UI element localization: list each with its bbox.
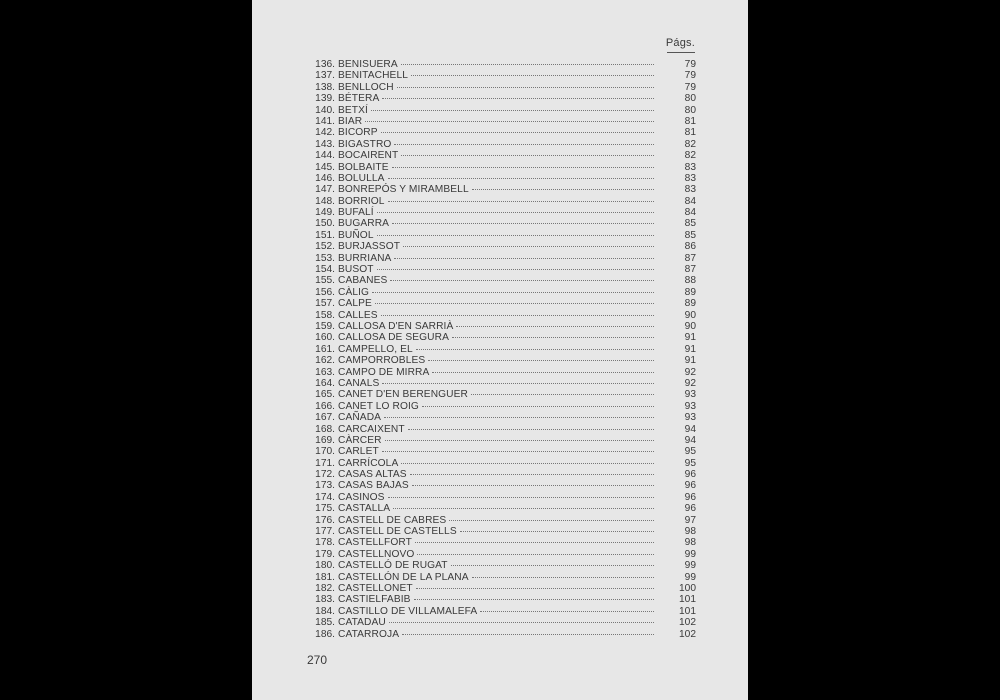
entry-name: CASTELLNOVO — [338, 548, 415, 560]
entry-name: BUSOT — [338, 264, 374, 276]
entry-page: 87 — [684, 252, 696, 264]
entry-page: 98 — [684, 537, 696, 549]
entry-name: CASTIELFABIB — [338, 594, 411, 606]
entry-page: 79 — [684, 70, 696, 82]
entry-name: CATARROJA — [338, 628, 400, 640]
index-entry — [304, 389, 696, 400]
dot-leader — [388, 201, 654, 202]
entry-number: 170. — [315, 446, 335, 458]
entry-number: 162. — [315, 355, 335, 367]
dot-leader — [472, 577, 654, 578]
entry-name: BONREPÓS Y MIRAMBELL — [338, 184, 469, 196]
entry-page: 101 — [679, 594, 696, 606]
dot-leader — [428, 360, 654, 361]
entry-name: BICORP — [338, 127, 378, 139]
entry-name: CARRÍCOLA — [338, 457, 399, 469]
entry-page: 101 — [679, 605, 696, 617]
entry-number: 136. — [315, 59, 335, 70]
entry-name: BIAR — [338, 115, 363, 127]
entry-page: 93 — [684, 400, 696, 412]
entry-number: 172. — [315, 469, 335, 481]
dot-leader — [422, 406, 654, 407]
entry-page: 80 — [684, 93, 696, 105]
entry-number: 142. — [315, 127, 335, 139]
entry-name: CASTELL DE CASTELLS — [338, 526, 457, 538]
dot-leader — [371, 110, 654, 111]
entry-number: 173. — [315, 480, 335, 492]
entry-page: 94 — [684, 423, 696, 435]
entry-name: CANALS — [338, 377, 380, 389]
entry-page: 96 — [684, 480, 696, 492]
entry-page: 85 — [684, 218, 696, 230]
entry-name: BENISUERA — [338, 59, 398, 70]
entry-page: 84 — [684, 195, 696, 207]
entry-page: 81 — [684, 127, 696, 139]
entry-page: 85 — [684, 229, 696, 241]
entry-number: 164. — [315, 377, 335, 389]
entry-page: 93 — [684, 389, 696, 401]
index-entry — [304, 127, 696, 138]
entry-name: CALLES — [338, 309, 378, 321]
index-entry — [304, 367, 696, 378]
entry-number: 140. — [315, 104, 335, 116]
index-entry — [304, 606, 696, 617]
dot-leader — [394, 144, 654, 145]
entry-number: 183. — [315, 594, 335, 606]
dot-leader — [417, 554, 654, 555]
index-entry — [304, 378, 696, 389]
index-entry — [304, 629, 696, 640]
entry-page: 86 — [684, 241, 696, 253]
entry-name: BOLBAITE — [338, 161, 389, 173]
dot-leader — [382, 383, 654, 384]
entry-number: 148. — [315, 195, 335, 207]
entry-number: 171. — [315, 457, 335, 469]
dot-leader — [415, 542, 654, 543]
entry-number: 145. — [315, 161, 335, 173]
entry-page: 100 — [679, 582, 696, 594]
entry-name: CASTELLÓ DE RUGAT — [338, 560, 448, 572]
entry-page: 84 — [684, 207, 696, 219]
entry-page: 94 — [684, 434, 696, 446]
dot-leader — [389, 622, 654, 623]
entry-page: 102 — [679, 617, 696, 629]
entry-name: CALPE — [338, 298, 372, 310]
entry-number: 163. — [315, 366, 335, 378]
index-entry — [304, 332, 696, 343]
index-entry — [304, 196, 696, 207]
index-entry — [304, 401, 696, 412]
index-entry — [304, 321, 696, 332]
index-entry — [304, 458, 696, 469]
entry-name: BUFALÍ — [338, 207, 374, 219]
entry-name: BENITACHELL — [338, 70, 408, 82]
entry-number: 168. — [315, 423, 335, 435]
index-entry — [304, 572, 696, 583]
entry-number: 180. — [315, 560, 335, 572]
index-list — [304, 59, 696, 640]
entry-name: CASTELL DE CABRES — [338, 514, 447, 526]
entry-name: CARLET — [338, 446, 379, 458]
entry-page: 96 — [684, 503, 696, 515]
index-entry — [304, 355, 696, 366]
index-entry — [304, 150, 696, 161]
dot-leader — [381, 132, 654, 133]
index-entry — [304, 424, 696, 435]
entry-name: BIGASTRO — [338, 138, 392, 150]
entry-number: 157. — [315, 298, 335, 310]
entry-number: 155. — [315, 275, 335, 287]
entry-number: 166. — [315, 400, 335, 412]
index-entry — [304, 105, 696, 116]
dot-leader — [480, 611, 654, 612]
entry-page: 82 — [684, 138, 696, 150]
entry-name: CABANES — [338, 275, 388, 287]
entry-page: 96 — [684, 469, 696, 481]
entry-name: CASTILLO DE VILLAMALEFA — [338, 605, 478, 617]
entry-page: 81 — [684, 115, 696, 127]
dot-leader — [401, 155, 654, 156]
index-entry — [304, 480, 696, 491]
dot-leader — [403, 246, 654, 247]
entry-name: CANET LO ROIG — [338, 400, 419, 412]
entry-number: 137. — [315, 70, 335, 82]
dot-leader — [377, 212, 654, 213]
entry-page: 91 — [684, 355, 696, 367]
entry-name: BUGARRA — [338, 218, 390, 230]
dot-leader — [410, 474, 654, 475]
entry-name: CASINOS — [338, 491, 385, 503]
entry-name: CATADAU — [338, 617, 386, 629]
entry-number: 158. — [315, 309, 335, 321]
index-entry — [304, 617, 696, 628]
index-entry — [304, 82, 696, 93]
entry-page: 92 — [684, 366, 696, 378]
dot-leader — [388, 178, 654, 179]
entry-page: 96 — [684, 491, 696, 503]
dot-leader — [401, 463, 654, 464]
entry-name: BORRIOL — [338, 195, 385, 207]
entry-page: 82 — [684, 150, 696, 162]
entry-number: 152. — [315, 241, 335, 253]
dot-leader — [372, 292, 654, 293]
dot-leader — [377, 269, 654, 270]
entry-name: CÀLIG — [338, 286, 370, 298]
entry-number: 149. — [315, 207, 335, 219]
index-entry — [304, 70, 696, 81]
dot-leader — [412, 485, 654, 486]
entry-number: 174. — [315, 491, 335, 503]
page-number: 270 — [307, 653, 328, 667]
entry-name: CAMPO DE MIRRA — [338, 366, 430, 378]
entry-page: 90 — [684, 309, 696, 321]
index-entry — [304, 230, 696, 241]
index-entry — [304, 446, 696, 457]
entry-page: 83 — [684, 184, 696, 196]
entry-number: 153. — [315, 252, 335, 264]
index-entry — [304, 275, 696, 286]
entry-name: CASAS BAJAS — [338, 480, 409, 492]
entry-name: CANET D'EN BERENGUER — [338, 389, 468, 401]
entry-page: 79 — [684, 81, 696, 93]
entry-number: 167. — [315, 412, 335, 424]
entry-page: 95 — [684, 446, 696, 458]
document-page — [252, 0, 748, 700]
dot-leader — [385, 440, 654, 441]
entry-number: 138. — [315, 81, 335, 93]
entry-page: 89 — [684, 298, 696, 310]
index-entry — [304, 93, 696, 104]
entry-number: 176. — [315, 514, 335, 526]
entry-page: 92 — [684, 377, 696, 389]
dot-leader — [401, 64, 654, 65]
dot-leader — [384, 417, 654, 418]
entry-name: CASTELLÓN DE LA PLANA — [338, 571, 469, 583]
entry-name: CAMPORROBLES — [338, 355, 426, 367]
entry-number: 169. — [315, 434, 335, 446]
entry-page: 97 — [684, 514, 696, 526]
entry-name: CALLOSA D'EN SARRIÀ — [338, 320, 454, 332]
dot-leader — [449, 520, 654, 521]
entry-name: CARCAIXENT — [338, 423, 405, 435]
dot-leader — [411, 75, 654, 76]
dot-leader — [416, 349, 654, 350]
entry-number: 141. — [315, 115, 335, 127]
entry-number: 160. — [315, 332, 335, 344]
entry-name: BETXÍ — [338, 104, 368, 116]
entry-number: 175. — [315, 503, 335, 515]
dot-leader — [392, 223, 654, 224]
dot-leader — [382, 98, 654, 99]
entry-page: 93 — [684, 412, 696, 424]
dot-leader — [377, 235, 654, 236]
index-entry — [304, 59, 696, 70]
index-entry — [304, 435, 696, 446]
index-entry — [304, 412, 696, 423]
index-entry — [304, 298, 696, 309]
entry-number: 179. — [315, 548, 335, 560]
entry-number: 182. — [315, 582, 335, 594]
entry-number: 151. — [315, 229, 335, 241]
index-entry — [304, 241, 696, 252]
dot-leader — [397, 87, 654, 88]
entry-number: 178. — [315, 537, 335, 549]
entry-page: 99 — [684, 571, 696, 583]
entry-number: 161. — [315, 343, 335, 355]
entry-page: 99 — [684, 548, 696, 560]
dot-leader — [460, 531, 654, 532]
entry-name: CAMPELLO, EL — [338, 343, 413, 355]
index-entry — [304, 594, 696, 605]
entry-page: 98 — [684, 526, 696, 538]
entry-number: 159. — [315, 320, 335, 332]
dot-leader — [402, 634, 654, 635]
index-entry — [304, 526, 696, 537]
entry-page: 91 — [684, 343, 696, 355]
index-entry — [304, 116, 696, 127]
dot-leader — [388, 497, 654, 498]
entry-number: 150. — [315, 218, 335, 230]
dot-leader — [451, 565, 654, 566]
entry-number: 185. — [315, 617, 335, 629]
index-entry — [304, 469, 696, 480]
index-entry — [304, 253, 696, 264]
entry-number: 144. — [315, 150, 335, 162]
entry-page: 102 — [679, 628, 696, 640]
index-entry — [304, 583, 696, 594]
dot-leader — [381, 315, 654, 316]
entry-number: 181. — [315, 571, 335, 583]
dot-leader — [393, 508, 654, 509]
entry-name: CALLOSA DE SEGURA — [338, 332, 449, 344]
entry-name: BUÑOL — [338, 229, 374, 241]
entry-number: 165. — [315, 389, 335, 401]
index-entry — [304, 492, 696, 503]
entry-number: 156. — [315, 286, 335, 298]
entry-name: BENLLOCH — [338, 81, 394, 93]
entry-number: 146. — [315, 172, 335, 184]
entry-number: 177. — [315, 526, 335, 538]
index-entry — [304, 264, 696, 275]
entry-name: BOCAIRENT — [338, 150, 399, 162]
dot-leader — [408, 429, 654, 430]
entry-number: 139. — [315, 93, 335, 105]
entry-name: BÉTERA — [338, 93, 380, 105]
entry-page: 90 — [684, 320, 696, 332]
entry-name: BURJASSOT — [338, 241, 401, 253]
entry-page: 91 — [684, 332, 696, 344]
entry-number: 143. — [315, 138, 335, 150]
dot-leader — [375, 303, 654, 304]
pages-column-header: Págs. — [665, 37, 695, 49]
entry-name: CASAS ALTAS — [338, 469, 407, 481]
dot-leader — [382, 451, 654, 452]
entry-page: 87 — [684, 264, 696, 276]
entry-page: 83 — [684, 172, 696, 184]
index-entry — [304, 560, 696, 571]
entry-number: 154. — [315, 264, 335, 276]
index-entry — [304, 503, 696, 514]
index-entry — [304, 162, 696, 173]
index-entry — [304, 173, 696, 184]
entry-page: 83 — [684, 161, 696, 173]
pages-header-rule — [667, 52, 695, 53]
entry-number: 147. — [315, 184, 335, 196]
entry-number: 186. — [315, 628, 335, 640]
dot-leader — [414, 599, 654, 600]
entry-name: CÀRCER — [338, 434, 382, 446]
index-entry — [304, 515, 696, 526]
entry-name: BOLULLA — [338, 172, 385, 184]
index-entry — [304, 549, 696, 560]
entry-page: 80 — [684, 104, 696, 116]
dot-leader — [471, 394, 654, 395]
dot-leader — [390, 280, 654, 281]
entry-name: CASTELLONET — [338, 582, 413, 594]
entry-page: 88 — [684, 275, 696, 287]
entry-page: 89 — [684, 286, 696, 298]
entry-page: 99 — [684, 560, 696, 572]
dot-leader — [472, 189, 654, 190]
entry-name: BURRIANA — [338, 252, 392, 264]
dot-leader — [394, 258, 654, 259]
index-entry — [304, 207, 696, 218]
entry-page: 79 — [684, 59, 696, 70]
index-entry — [304, 287, 696, 298]
dot-leader — [392, 167, 654, 168]
dot-leader — [416, 588, 654, 589]
entry-page: 95 — [684, 457, 696, 469]
dot-leader — [452, 337, 654, 338]
dot-leader — [365, 121, 654, 122]
dot-leader — [432, 372, 654, 373]
index-entry — [304, 310, 696, 321]
index-entry — [304, 139, 696, 150]
entry-name: CASTELLFORT — [338, 537, 412, 549]
index-entry — [304, 344, 696, 355]
index-entry — [304, 218, 696, 229]
entry-name: CASTALLA — [338, 503, 391, 515]
entry-number: 184. — [315, 605, 335, 617]
dot-leader — [456, 326, 654, 327]
entry-name: CAÑADA — [338, 412, 382, 424]
index-entry — [304, 184, 696, 195]
index-entry — [304, 537, 696, 548]
